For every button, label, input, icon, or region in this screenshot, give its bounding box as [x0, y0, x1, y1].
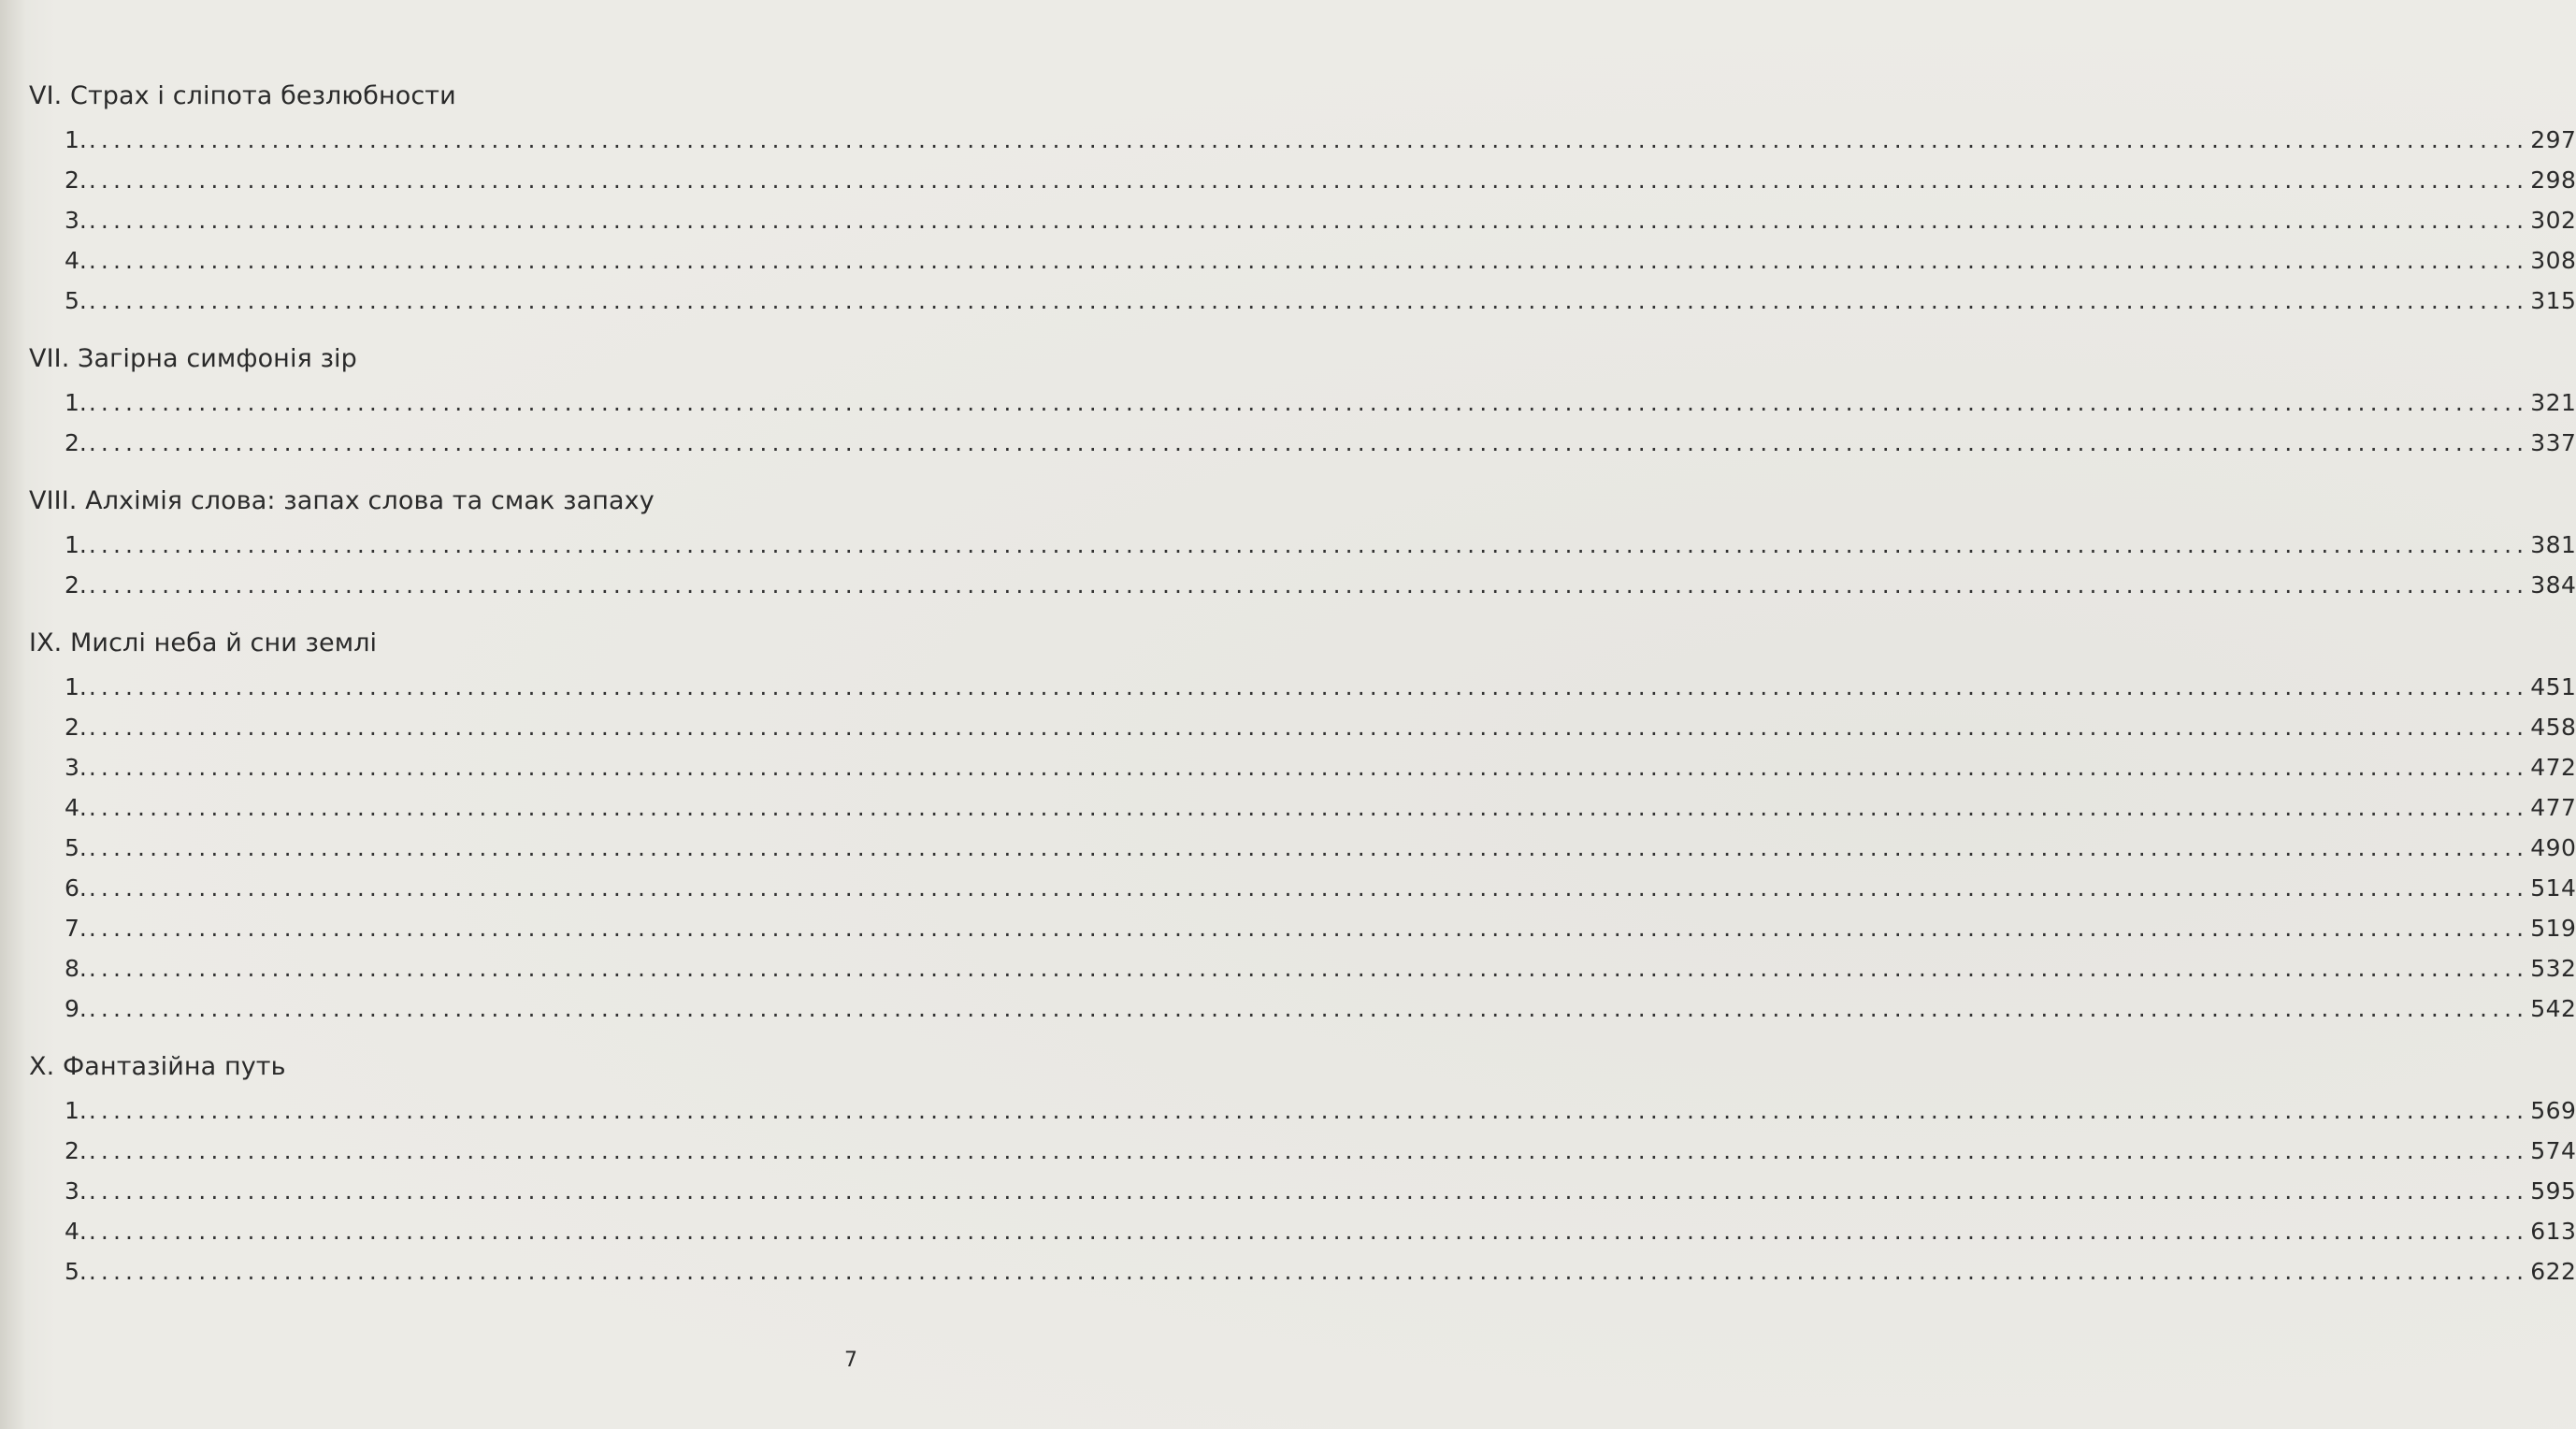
- entry-number: 2.: [65, 1137, 87, 1164]
- toc-section: [29, 620, 2576, 1029]
- toc-entry[interactable]: [29, 948, 2576, 989]
- section-title: VII. Загірна симфонія зір: [29, 344, 357, 373]
- toc-entry[interactable]: [29, 1211, 2576, 1251]
- entry-number: 3.: [65, 754, 87, 781]
- toc-section: [29, 73, 2576, 321]
- toc-section: [29, 478, 2576, 605]
- dot-leader: ........................................................................................................................................................................................................: [88, 429, 2529, 456]
- entry-number: 5.: [65, 834, 87, 861]
- entry-page: 514: [2530, 874, 2576, 902]
- dot-leader: ........................................................................................................................................................................................................: [88, 955, 2529, 982]
- toc-entry[interactable]: [29, 423, 2576, 463]
- dot-leader: ........................................................................................................................................................................................................: [88, 1258, 2529, 1285]
- entry-page: 532: [2530, 955, 2576, 982]
- entry-page: 622: [2530, 1258, 2576, 1285]
- toc-entry[interactable]: [29, 120, 2576, 160]
- entry-number: 2.: [65, 429, 87, 456]
- dot-leader: ........................................................................................................................................................................................................: [88, 1137, 2529, 1164]
- entry-page: 298: [2530, 166, 2576, 194]
- entry-page: 490: [2530, 834, 2576, 861]
- toc-entry[interactable]: [29, 1171, 2576, 1211]
- entry-number: 1.: [65, 673, 87, 700]
- dot-leader: ........................................................................................................................................................................................................: [88, 207, 2529, 234]
- entry-number: 4.: [65, 1218, 87, 1245]
- entry-number: 2.: [65, 166, 87, 194]
- section-title: VI. Страх і сліпота безлюбности: [29, 81, 456, 110]
- entry-number: 1.: [65, 1097, 87, 1124]
- entry-list: [29, 120, 2576, 321]
- entry-number: 8.: [65, 955, 87, 982]
- entry-number: 7.: [65, 915, 87, 942]
- entry-page: 458: [2530, 714, 2576, 741]
- toc-entry[interactable]: [29, 1131, 2576, 1171]
- toc-entry[interactable]: [29, 200, 2576, 240]
- entry-page: 381: [2530, 531, 2576, 558]
- entry-page: 308: [2530, 247, 2576, 274]
- entry-page: 472: [2530, 754, 2576, 781]
- toc-section: [29, 1044, 2576, 1292]
- entry-number: 1.: [65, 531, 87, 558]
- entry-page: 302: [2530, 207, 2576, 234]
- entry-page: 337: [2530, 429, 2576, 456]
- entry-number: 1.: [65, 126, 87, 153]
- toc-entry[interactable]: [29, 1090, 2576, 1131]
- entry-page: 384: [2530, 571, 2576, 599]
- entry-page: 574: [2530, 1137, 2576, 1164]
- dot-leader: ........................................................................................................................................................................................................: [88, 754, 2529, 781]
- dot-leader: ........................................................................................................................................................................................................: [88, 166, 2529, 194]
- toc-entry[interactable]: [29, 1251, 2576, 1292]
- page-number: 7: [844, 1349, 857, 1372]
- entry-number: 4.: [65, 794, 87, 821]
- entry-number: 6.: [65, 874, 87, 902]
- entry-page: 519: [2530, 915, 2576, 942]
- section-title: X. Фантазійна путь: [29, 1052, 286, 1081]
- dot-leader: ........................................................................................................................................................................................................: [88, 571, 2529, 599]
- entry-page: 315: [2530, 287, 2576, 314]
- entry-list: [29, 1090, 2576, 1292]
- entry-number: 9.: [65, 995, 87, 1022]
- dot-leader: ........................................................................................................................................................................................................: [88, 126, 2529, 153]
- entry-number: 1.: [65, 389, 87, 416]
- entry-number: 4.: [65, 247, 87, 274]
- entry-page: 451: [2530, 673, 2576, 700]
- dot-leader: ........................................................................................................................................................................................................: [88, 531, 2529, 558]
- toc-entry[interactable]: [29, 868, 2576, 908]
- dot-leader: ........................................................................................................................................................................................................: [88, 389, 2529, 416]
- dot-leader: ........................................................................................................................................................................................................: [88, 247, 2529, 274]
- toc-entry[interactable]: [29, 667, 2576, 707]
- entry-page: 297: [2530, 126, 2576, 153]
- entry-page: 569: [2530, 1097, 2576, 1124]
- toc-entry[interactable]: [29, 565, 2576, 605]
- entry-page: 477: [2530, 794, 2576, 821]
- entry-page: 542: [2530, 995, 2576, 1022]
- dot-leader: ........................................................................................................................................................................................................: [88, 995, 2529, 1022]
- dot-leader: ........................................................................................................................................................................................................: [88, 1177, 2529, 1205]
- entry-number: 2.: [65, 714, 87, 741]
- toc-entry[interactable]: [29, 707, 2576, 747]
- toc-entry[interactable]: [29, 787, 2576, 828]
- table-of-contents: [29, 73, 2576, 1306]
- toc-entry[interactable]: [29, 240, 2576, 281]
- section-title: IX. Мислі неба й сни землі: [29, 628, 378, 657]
- entry-number: 3.: [65, 207, 87, 234]
- toc-entry[interactable]: [29, 383, 2576, 423]
- toc-entry[interactable]: [29, 908, 2576, 948]
- dot-leader: ........................................................................................................................................................................................................: [88, 714, 2529, 741]
- toc-entry[interactable]: [29, 160, 2576, 200]
- section-title: VIII. Алхімія слова: запах слова та смак запаху: [29, 486, 655, 515]
- entry-list: [29, 525, 2576, 605]
- entry-number: 5.: [65, 1258, 87, 1285]
- toc-section: [29, 336, 2576, 463]
- dot-leader: ........................................................................................................................................................................................................: [88, 1097, 2529, 1124]
- toc-entry[interactable]: [29, 525, 2576, 565]
- toc-entry[interactable]: [29, 281, 2576, 321]
- dot-leader: ........................................................................................................................................................................................................: [88, 874, 2529, 902]
- dot-leader: ........................................................................................................................................................................................................: [88, 287, 2529, 314]
- toc-entry[interactable]: [29, 989, 2576, 1029]
- entry-number: 3.: [65, 1177, 87, 1205]
- dot-leader: ........................................................................................................................................................................................................: [88, 915, 2529, 942]
- toc-entry[interactable]: [29, 747, 2576, 787]
- dot-leader: ........................................................................................................................................................................................................: [88, 673, 2529, 700]
- entry-number: 5.: [65, 287, 87, 314]
- dot-leader: ........................................................................................................................................................................................................: [88, 1218, 2529, 1245]
- entry-list: [29, 667, 2576, 1029]
- dot-leader: ........................................................................................................................................................................................................: [88, 794, 2529, 821]
- entry-list: [29, 383, 2576, 463]
- toc-entry[interactable]: [29, 828, 2576, 868]
- entry-number: 2.: [65, 571, 87, 599]
- dot-leader: ........................................................................................................................................................................................................: [88, 834, 2529, 861]
- entry-page: 595: [2530, 1177, 2576, 1205]
- entry-page: 613: [2530, 1218, 2576, 1245]
- entry-page: 321: [2530, 389, 2576, 416]
